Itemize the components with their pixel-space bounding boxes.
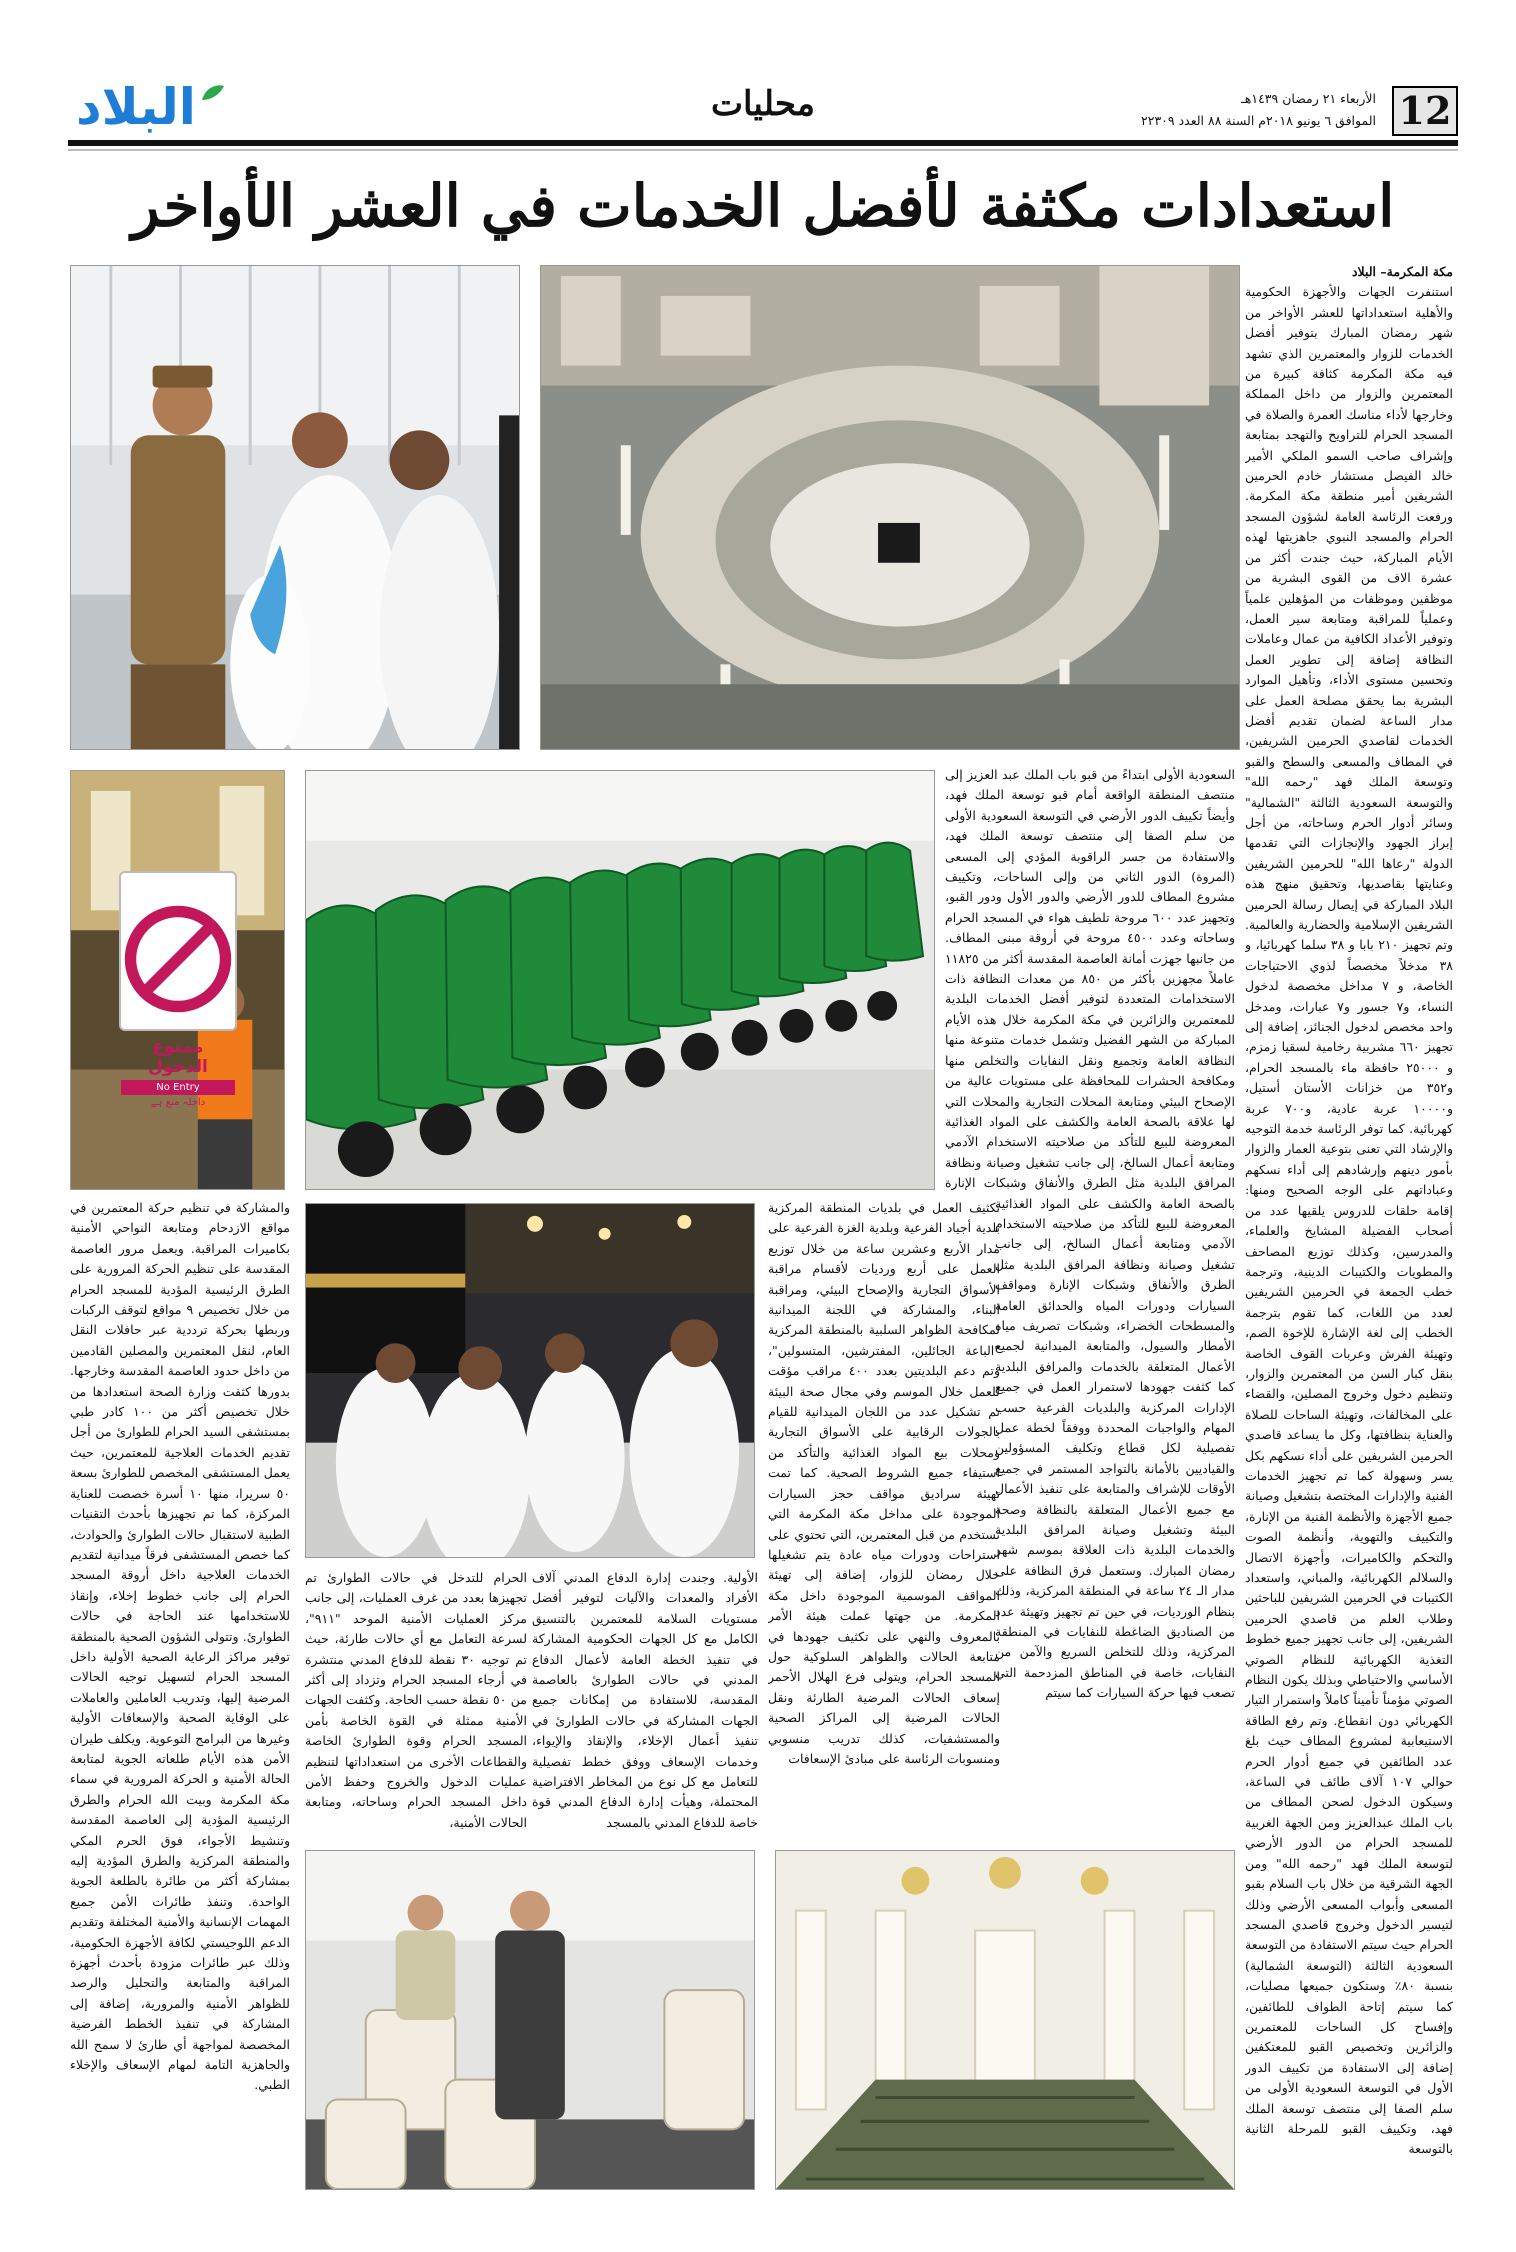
article-column-left xyxy=(70,1198,290,2198)
article-column-right xyxy=(1245,262,1453,2212)
article-column-middle-top xyxy=(945,765,1235,1195)
masthead-rule xyxy=(68,140,1458,146)
article-column-middle-b xyxy=(995,1195,1235,1845)
article-text-bottom-c: الأولية. وجندت إدارة الدفاع المدني آلاف الأفراد والمعدات والآليات لتوفير أفضل مستويات السلامة للمعتمرين بالتنسيق الكامل مع كل الجهات الحكومية المشاركة في تنفيذ الخطة العامة لأعمال الدفاع المدني في حالات الطوارئ بالعاصمة المقدسة، للاستفادة من إمكانات جميع الجهات المشاركة في حالات الطوارئ في تنفيذ أعمال الإخلاء، والإنقاذ والإيواء، وخدمات الإسعاف ووفق خطط تفصيلية للتعامل مع كل نوع من المخاطر الافتراضية المحتملة، وهيأت إدارة الدفاع المدني قوة خاصة للدفاع المدني بالمسجد xyxy=(532,1570,758,1830)
photo-green-electric-carts xyxy=(305,770,935,1190)
photo-aerial-grand-mosque xyxy=(540,265,1240,750)
article-column-bottom-d xyxy=(305,1568,527,1843)
article-text-middle-top: السعودية الأولى ابتداءً من قبو باب الملك عبد العزيز إلى منتصف المنطقة الواقعة أمام قبو توسعة الملك فهد، وأيضاً تكييف الدور الأرضي في التوسعة السعودية الأولى من سلم الصفا إلى منتصف توسعة الملك فهد، والاستفادة من جسر الراقوبة المؤدي إلى المسعى (المروة) الدور الثاني من وإلى الساحات، وتكييف مشروع المطاف للدور الأرضي والدور الأول ودور القبو، وتجهيز عدد ٦٠٠ مروحة تلطيف هواء في المسجد الحرام وساحاته وعدد ٤٥٠٠ مروحة في أروقة مبنى المطاف. من جانبها جهزت أمانة العاصمة المقدسة أكثر من ١١٨٢٥ عاملاً مجهزين بأكثر من ٨٥٠ من معدات النظافة ذات الاستخدامات المتعددة لتوفير أفضل الخدمات البلدية للمعتمرين والزائرين في مكة المكرمة خلال هذه الأيام المباركة من الشهر الفضيل وتشمل خدمات متنوعة منها النظافة العامة وتجميع ونقل النفايات والتخلص منها ومكافحة الحشرات للمحافظة على مستويات عالية من الإصحاح البيئي ومتابعة المحلات التجارية والمحلات التي لها علاقة بالصحة العامة والكشف على المواد الغذائية المعروضة للبيع للتأكد من صلاحيته الاستخدام الآدمي ومتابعة أعمال السالخ، إلى جانب تشغيل وصيانة ونظافة المرافق البلدية مثل الطرق والأنفاق وشبكات الإنارة xyxy=(945,767,1235,1191)
article-byline: مكة المكرمة– البلاد xyxy=(1351,264,1453,279)
headline: استعدادات مكثفة لأفضل الخدمات في العشر الأواخر xyxy=(131,172,1395,240)
prohibited-icon xyxy=(121,881,235,1037)
photo-no-entry-sign xyxy=(70,770,285,1190)
article-text-left: والمشاركة في تنظيم حركة المعتمرين في مواقع الازدحام ومتابعة النواحي الأمنية بكاميرات المراقبة. ويعمل مرور العاصمة المقدسة على تنظيم الحركة المرورية على الطرق الرئيسية المؤدية للمسجد الحرام من خلال تخصيص ٩ مواقع لتوقف الركبات وربطها بحركة ترددية عبر حافلات النقل العام، لنقل المعتمرين والمصلين القادمين من داخل حدود العاصمة المقدسة وخارجها. بدورها كثفت وزارة الصحة استعدادها من خلال تخصيص أكثر من ١٠٠ كادر طبي بمستشفى السيد الحرام للطوارئ من أجل تقديم الخدمات العلاجية للمعتمرين، حيث يعمل المستشفى المخصص للطوارئ بسعة ٥٠ سريرا، منها ١٠ أسرة خصصت للعناية المركزة، كما تم تجهيزها بأحدث التقنيات الطبية لاستقبال حالات الطوارئ والحوادث، كما خصص المستشفى فرقاً ميدانية لتقديم الخدمات العلاجية داخل أروقة المسجد الحرام إلى جانب خطوط إخلاء، وإنقاذ للاستخدامها عند الحاجة في حالات الطوارئ. وتتولى الشؤون الصحية بالمنطقة توفير مراكز الرعاية الصحية الأولية داخل المسجد الحرام لتسهيل توجيه الحالات المرضية إليها، وتدريب العاملين والعاملات على الوقاية الصحية والإسعافات الأولية وغيرها من البرامج التوعوية. ويكلف طيران الأمن هذه الأيام طلعاته الجوية لمتابعة الحالة الأمنية و الحركة المرورية في سماء مكة المكرمة وبيت الله الحرام والطرق الرئيسية المؤدية إلى العاصمة المقدسة وتنشيط الأجواء، فوق الحرم المكي والمنطقة المركزية والطرق المؤدية إليه بمشاركة أكثر من طائرة بالطلعة الجوية الواحدة. وتنفذ طائرات الأمن جميع المهمات الإنسانية والأمنية المختلفة وتقديم الدعم اللوجيستي لكافة الأجهزة الحكومية، وذلك عبر طائرات مزودة بأحدث أجهزة المراقبة والمتابعة والتحليل والرصد للظواهر الأمنية والمرورية، إضافة إلى المشاركة في تنفيذ الخطط الفرضية المخصصة لمواجهة أي طارئ لا سمح الله والجاهزية التامة لمهام الإسعاف والإخلاء الطبي. xyxy=(70,1200,290,2093)
photo-zamzam-containers xyxy=(305,1850,755,2190)
article-text-right: استنفرت الجهات والأجهزة الحكومية والأهلية استعداداتها للعشر الأواخر من شهر رمضان المبارك بتوفير أفضل الخدمات للزوار والمعتمرين الذي تشهد فيه مكة المكرمة كثافة كبيرة من المعتمرين والزوار من داخل المملكة وخارجها لأداء مناسك العمرة والصلاة في المسجد الحرام للتراويح والتهجد بمتابعة وإشراف صاحب السمو الملكي الأمير خالد الفيصل مستشار خادم الحرمين الشريفين أمير منطقة مكة المكرمة. ورفعت الرئاسة العامة لشؤون المسجد الحرام والمسجد النبوي جاهزيتها لهذه الأيام المباركة، حيث جندت أكثر من عشرة الاف من القوى البشرية من موظفين وموظفات من المؤهلين علمياً وعملياً للمراقبة ومتابعة سير العمل، وتوفير الأعداد الكافية من عمال وعاملات النظافة إضافة إلى تطوير العمل وتحسين مستوى الأداء، وتأهيل الموارد البشرية بما يحقق مصلحة العمل على مدار الساعة لضمان تقديم أفضل الخدمات لقاصدي الحرمين الشريفين، في المطاف والمسعى والسطح والقبو وتوسعة الملك فهد "رحمه الله" والتوسعة السعودية الثالثة "الشمالية" وسائر أدوار الحرم وساحاته، من أجل إبراز الجهود والإنجازات التي تقدمها الدولة "رعاها الله" للحرمين الشريفين وعنايتها بقاصديها، وتحقيق منهج هذه البلاد المباركة في إيصال رسالة الحرمين الشريفين الإسلامية والحضارية والعالمية. وتم تجهيز ٢١٠ بابا و ٣٨ سلما كهربائيا، و ٣٨ مدخلاً مخصصاً لذوي الاحتياجات الخاصة، و ٧ مداخل مخصصة لدخول النساء، و٧ جسور و٧ عبارات، ومدخل واحد مخصص لدخول الجنائز، إضافة إلى تجهيز ٦٦٠ مشربية رخامية لسقيا زمزم، و ٢٥٠٠٠ حافظة ماء بالمسجد الحرام، و٣٥٢ من خزانات الأستان أستيل، و١٠٠٠٠ عربة عادية، و٧٠٠ عربة كهربائية. كما توفر الرئاسة خدمة التوجيه والإرشاد التي تعنى بتوعية العمار والزوار بأمور دينهم وإرشادهم إلى أداء نسكهم وعباداتهم على الوجه الصحيح ومنها: إقامة حلقات للدروس يلقيها عدد من أصحاب الفضيلة المشايخ والعلماء، والمدرسين، وكذلك توزيع المصاحف والمطويات والكتيبات الدينية، وترجمة خطب الجمعة في الحرمين الشريفين لعدد من اللغات، كما تقوم بترجمة الخطب إلى لغة الإشارة للإخوة الصم، وتهيئة الفرش وعربات القوف الخاصة بنقل كبار السن من المعتمرين والزوار، وتنظيم دخول وخروج المصلين، والقضاء على المخالفات، وتهيئة الساحات للصلاة والعناية بنظافتها، وكل ما يساعد قاصدي الحرمين الشريفين على أداء نسكهم بكل يسر وسهولة كما تم تجهيز الخدمات الفنية والإدارات المختصة بتشغيل وصيانة جميع الأجهزة والأنظمة الفنية من الإنارة، والتكييف والتهوية، وأنظمة الصوت والتحكم والكاميرات، وأجهزة الاتصال والسلالم الكهربائية، والمباني، واستعداد الكتيبات في الحرمين الشريفين للباحثين وطلاب العلم من قاصدي الحرمين الشريفين، إلى جانب تجهيز جميع خطوط التغذية الكهربائية للنظام الصوتي الأساسي والاحتياطي وبذلك يكون النظام الصوتي مؤمناً تأميناً كاملاً واستمرار التيار الكهربائي دون انقطاع. وتم رفع الطاقة الاستيعابية لمشروع المطاف حيث بلغ عدد الطائفين في جميع أدوار الحرم حوالي ١٠٧ آلاف طائف في الساعة، وسيكون الدخول لصحن المطاف من باب الملك عبدالعزيز ومن الجهة الغربية للمسجد الحرام من الدور الأرضي لتوسعة الملك فهد "رحمه الله" ومن الجهة الشرقية من خلال باب السلام بقبو المسعى وأبواب المسعى الأرضي وذلك لتيسير الدخول وخروج قاصدي المسجد الحرام حيث سيتم الاستفادة من التوسعة السعودية الثالثة (التوسعة الشمالية) بنسبة ٨٠٪ وستكون جميعها مصليات، كما سيتم إتاحة الطواف للطائفين، وإفساح كل الساحات للمعتمرين والزائرين وتخصيص القبو للمعتكفين إضافة إلى الاستفادة من تكييف الدور الأول في التوسعة السعودية الأولى من سلم الصفا إلى منتصف توسعة الملك فهد، وتكييف القبو للمرحلة الثانية بالتوسعة xyxy=(1245,284,1453,2157)
newspaper-logo: البلاد xyxy=(76,78,196,136)
sign-english: No Entry xyxy=(121,1080,235,1095)
page-number: 12 xyxy=(1392,86,1458,136)
date-hijri: الأربعاء ٢١ رمضان ١٤٣٩هـ xyxy=(1241,91,1376,106)
sign-urdu: داخلہ منع ہے xyxy=(150,1097,206,1108)
photo-officer-helping-pilgrims xyxy=(70,265,520,750)
sign-title: ممنوع الدخول xyxy=(148,1037,208,1077)
photo-prayer-hall-carpets xyxy=(775,1850,1235,2190)
date-gregorian: الموافق ٦ يونيو ٢٠١٨م السنة ٨٨ العدد ٢٢٣٠٩ xyxy=(1141,113,1376,128)
no-entry-sign xyxy=(119,871,237,1108)
logo-leaf-icon xyxy=(200,82,226,104)
article-column-bottom-c xyxy=(532,1568,758,1843)
article-text-middle-a: تكثيف العمل في بلديات المنطقة المركزية بلدية أجياد الفرعية وبلدية الغزة الفرعية على مدار الأربع وعشرين ساعة من خلال توزيع العمل على أربع ورديات لأقسام مراقبة الأسواق التجارية والإصحاح البيئي، ومراقبة البناء، والمشاركة في اللجنة الميدانية لمكافحة الظواهر السلبية بالمنطقة المركزية "الباعة الجائلين، المفترشين، المتسولين"، وتم دعم البلديتين بعدد ٤٠٠ مراقب مؤقت للعمل خلال الموسم وفي مجال صحة البيئة تم تشكيل عدد من اللجان الميدانية للقيام بالجولات الرقابية على الأسواق التجارية ومحلات بيع المواد الغذائية والتأكد من استيفاء جميع الشروط الصحية. كما تمت تهيئة سراديق مواقف حجز السيارات الموجودة على مداخل مكة المكرمة التي تستخدم من قبل المعتمرين، التي تحتوي على استراحات ودورات مياه عادة يتم تشغيلها خلال رمضان للزوار، إضافة إلى تهيئة المواقف الموسمية الموجودة داخل مكة المكرمة. من جهتها عملت هيئة الأمر بالمعروف والنهي على تكثيف جهودها في متابعة الحالات والظواهر السلوكية حول المسجد الحرام، ويتولى فرع الهلال الأحمر إسعاف الحالات المرضية الطارئة ونقل الحالات المرضية إلى المراكز الصحية والمستشفيات، كذلك تدريب منسوبي ومنسوبات الرئاسة على مبادئ الإسعافات xyxy=(768,1200,1000,1766)
section-title: محليات xyxy=(710,84,816,124)
photo-pilgrims-near-kaaba xyxy=(305,1203,755,1558)
article-text-bottom-d: الحرام للتدخل في حالات الطوارئ تم تجهيزها بعدد من غرف العمليات، إلى جانب مركز العمليات الأمنية الموحد "٩١١"، لسرعة التعامل مع أي حالات طارئة، حيث تم توجيه ٣٠ نقطة للدفاع المدني منتشرة في أرجاء المسجد الحرام وتزداد إلى أكثر من ٥٠ نقطة حسب الحاجة. وكثفت الجهات الأمنية ممثلة في القوة الخاصة بأمن المسجد الحرام وقوة الطوارئ الخاصة والقطاعات الأخرى من استعداداتها لتنظيم عمليات الدخول والخروج وحفظ الأمن داخل المسجد الحرام وساحاته، ومتابعة الحالات الأمنية، xyxy=(305,1570,527,1830)
article-column-middle-a xyxy=(768,1198,1000,1840)
article-text-middle-b-continued: بالصحة العامة والكشف على المواد الغذائية المعروضة للبيع للتأكد من صلاحيته الاستخدام الآدمي ومتابعة أعمال السالخ، إلى جانب تشغيل وصيانة ونظافة المرافق البلدية مثل الطرق والأنفاق وشبكات الإنارة ومواقف السيارات ودورات المياه والحدائق العامة والمسطحات الخضراء، وشبكات تصريف مياه الأمطار والسيول، والمتابعة الميدانية لجميع الأعمال المتعلقة بالخدمات والمرافق البلدية كما كثفت جهودها لاستمرار العمل في جميع الإدارات المركزية والبلديات الفرعية حسب المهام والواجبات المحددة ووفقاً لخطة عمل تفصيلية لكل قطاع وتكليف المسؤولين والقياديين بالأمانة بالتواجد المستمر في جميع الأوقات للإشراف والمتابعة على تنفيذ الأعمال مع جميع الأعمال المتعلقة بالنظافة وصحة البيئة وتشغيل وصيانة المرافق البلدية والخدمات البلدية ذات العلاقة بموسم شهر رمضان المبارك. وستعمل فرق النظافة على مدار الـ ٢٤ ساعة في المنطقة المركزية، وذلك بنظام الورديات، في حين تم تجهيز وتهيئة عدد من الصناديق الضاغطة للنفايات في المنطقة المركزية، وذلك للتخلص السريع والآمن من النفايات، خاصة في المناطق المزدحمة التي تصعب فيها حركة السيارات كما سيتم xyxy=(995,1195,1235,1701)
masthead-rule-thin xyxy=(68,149,1458,151)
masthead xyxy=(68,80,1458,142)
